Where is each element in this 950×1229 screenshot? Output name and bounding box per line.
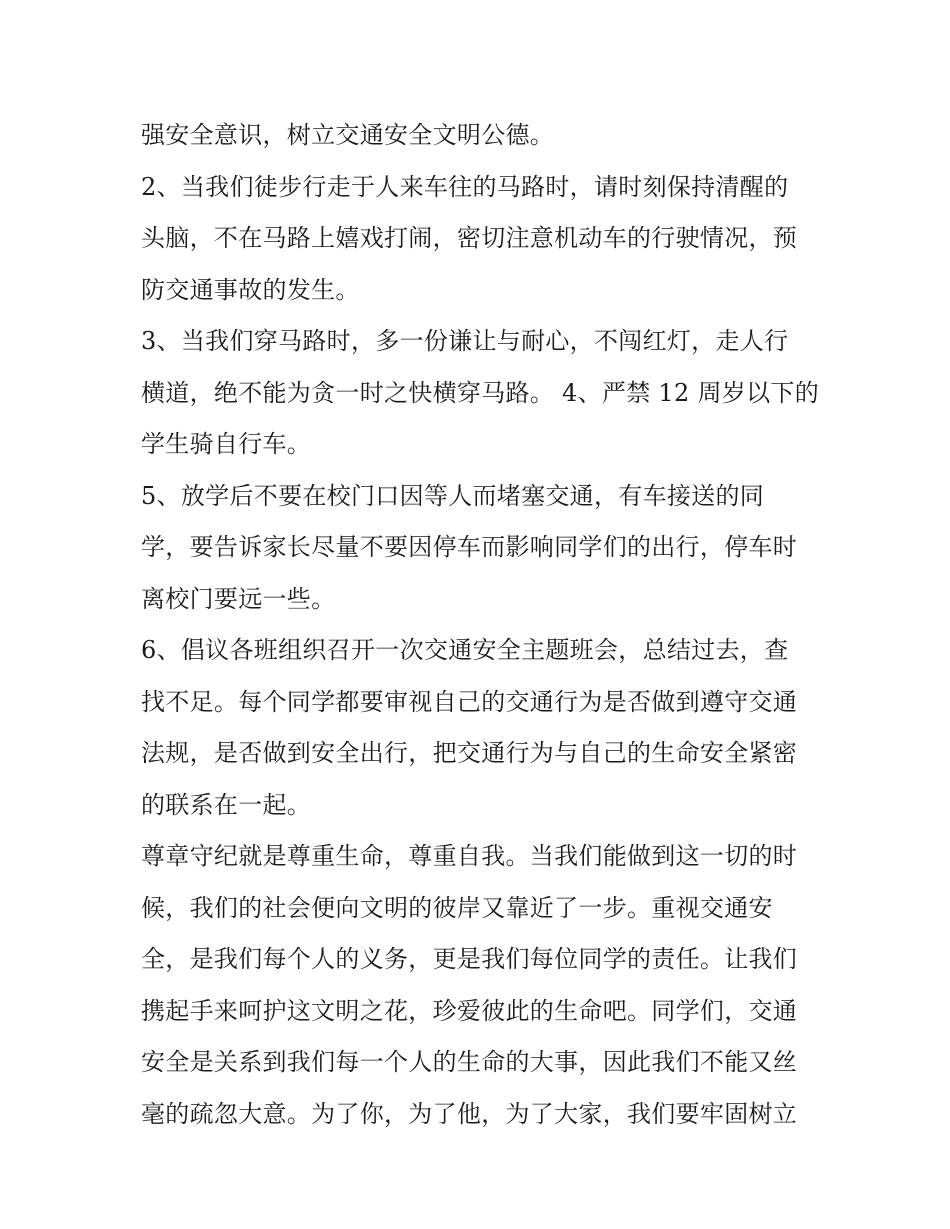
text-line: 学生骑自行车。	[141, 430, 312, 458]
text-line: 尊章守纪就是尊重生命，尊重自我。当我们能做到这一切的时	[141, 842, 798, 870]
text-line: 毫的疏忽大意。为了你，为了他，为了大家，我们要牢固树立	[141, 1099, 798, 1128]
text-line: 2、当我们徒步行走于人来车往的马路时，请时刻保持清醒的	[141, 172, 789, 201]
text-line: 离校门要远一些。	[141, 584, 336, 613]
text-line: 头脑，不在马路上嬉戏打闹，密切注意机动车的行驶情况，预	[141, 224, 798, 252]
text-line: 携起手来呵护这文明之花，珍爱彼此的生命吧。同学们，交通	[141, 996, 798, 1025]
text-line: 全，是我们每个人的义务，更是我们每位同学的责任。让我们	[141, 945, 798, 973]
text-line: 5、放学后不要在校门口因等人而堵塞交通，有车接送的同	[141, 481, 765, 510]
text-line: 找不足。每个同学都要审视自己的交通行为是否做到遵守交通	[141, 687, 798, 716]
text-line: 的联系在一起。	[141, 790, 312, 819]
text-line: 安全是关系到我们每一个人的生命的大事，因此我们不能又丝	[141, 1048, 798, 1076]
text-line: 学，要告诉家长尽量不要因停车而影响同学们的出行，停车时	[141, 533, 798, 561]
text-line: 3、当我们穿马路时，多一份谦让与耐心，不闯红灯，走人行	[141, 327, 789, 355]
text-line: 6、倡议各班组织召开一次交通安全主题班会，总结过去，查	[141, 636, 789, 664]
text-line: 法规，是否做到安全出行，把交通行为与自己的生命安全紧密	[141, 739, 798, 767]
text-line: 强安全意识，树立交通安全文明公德。	[141, 121, 555, 149]
document-body	[141, 110, 821, 1140]
text-line: 防交通事故的发生。	[141, 275, 360, 304]
text-line: 候，我们的社会便向文明的彼岸又靠近了一步。重视交通安	[141, 893, 773, 922]
text-line: 横道，绝不能为贪一时之快横穿马路。 4、严禁 12 周岁以下的	[141, 378, 819, 407]
